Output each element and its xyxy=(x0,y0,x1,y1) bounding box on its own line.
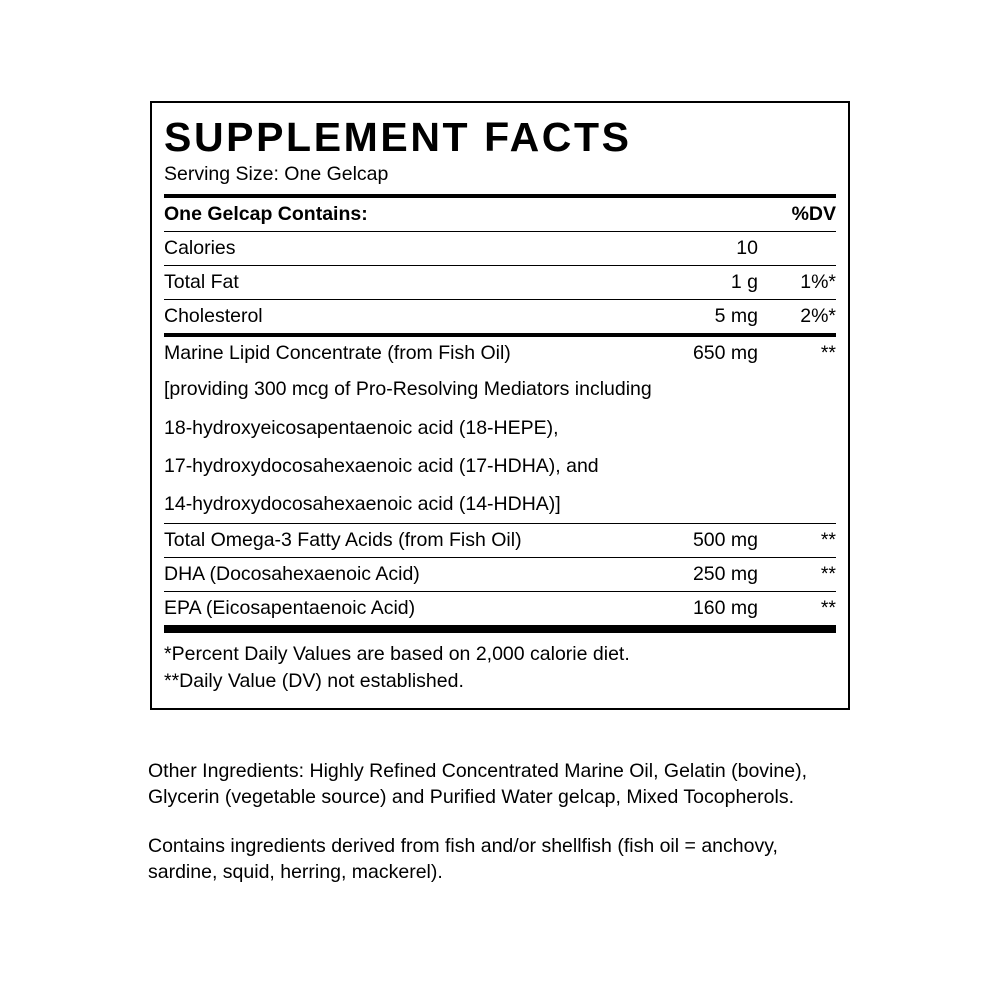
bracket-line: 14-hydroxydocosahexaenoic acid (14-HDHA)] xyxy=(164,493,561,516)
table-row xyxy=(164,232,836,266)
nutrient-dv: 1%* xyxy=(758,266,836,300)
nutrient-name: Total Fat xyxy=(164,266,608,300)
other-ingredients-text: Other Ingredients: Highly Refined Concentrated Marine Oil, Gelatin (bovine), Glycerin (vegetable source) and Purified Water gelcap, Mixed Tocopherols. xyxy=(148,760,807,809)
nutrient-dv: ** xyxy=(758,524,836,558)
nutrient-amount: 500 mg xyxy=(608,524,758,558)
nutrient-name: DHA (Docosahexaenoic Acid) xyxy=(164,558,608,592)
nutrient-name: Cholesterol xyxy=(164,300,608,336)
header-dv-cell: %DV xyxy=(758,196,836,232)
footnote-dv-not-established: **Daily Value (DV) not established. xyxy=(164,669,464,692)
table-row xyxy=(164,266,836,300)
nutrient-dv: ** xyxy=(758,592,836,626)
table-row xyxy=(164,524,836,558)
header-name-cell: One Gelcap Contains: xyxy=(164,196,608,232)
table-row xyxy=(164,485,836,524)
panel-title: SUPPLEMENT FACTS xyxy=(164,114,632,160)
table-row xyxy=(164,335,836,370)
nutrient-dv: 2%* xyxy=(758,300,836,336)
nutrient-name: Marine Lipid Concentrate (from Fish Oil) xyxy=(164,335,608,370)
table-header-row xyxy=(164,196,836,232)
header-amount-cell xyxy=(608,196,758,232)
supplement-facts-table xyxy=(164,194,836,625)
nutrient-dv: ** xyxy=(758,558,836,592)
supplement-facts-panel xyxy=(150,101,850,710)
bracket-line: [providing 300 mcg of Pro-Resolving Mediators including xyxy=(164,378,652,401)
nutrient-amount: 650 mg xyxy=(608,335,758,370)
nutrient-amount: 5 mg xyxy=(608,300,758,336)
table-row xyxy=(164,558,836,592)
nutrient-dv xyxy=(758,232,836,266)
footnote-divider xyxy=(164,625,836,633)
nutrient-amount: 160 mg xyxy=(608,592,758,626)
footnotes-block xyxy=(164,633,836,698)
serving-size-text: Serving Size: One Gelcap xyxy=(164,163,389,185)
footnote-daily-values: *Percent Daily Values are based on 2,000 calorie diet. xyxy=(164,643,630,666)
table-row xyxy=(164,409,836,447)
nutrient-name: Calories xyxy=(164,232,608,266)
table-row xyxy=(164,300,836,336)
allergen-statement-text: Contains ingredients derived from fish and/or shellfish (fish oil = anchovy, sardine, squid, herring, mackerel). xyxy=(148,834,778,883)
nutrient-name: Total Omega-3 Fatty Acids (from Fish Oil) xyxy=(164,524,608,558)
nutrient-name: EPA (Eicosapentaenoic Acid) xyxy=(164,592,608,626)
table-row xyxy=(164,447,836,485)
table-row xyxy=(164,592,836,626)
nutrient-amount: 10 xyxy=(608,232,758,266)
nutrient-amount: 250 mg xyxy=(608,558,758,592)
table-row xyxy=(164,370,836,408)
bracket-line: 18-hydroxyeicosapentaenoic acid (18-HEPE), xyxy=(164,416,559,439)
bracket-line: 17-hydroxydocosahexaenoic acid (17-HDHA), and xyxy=(164,454,599,477)
nutrient-dv: ** xyxy=(758,335,836,370)
nutrient-amount: 1 g xyxy=(608,266,758,300)
below-panel-text xyxy=(148,758,852,885)
